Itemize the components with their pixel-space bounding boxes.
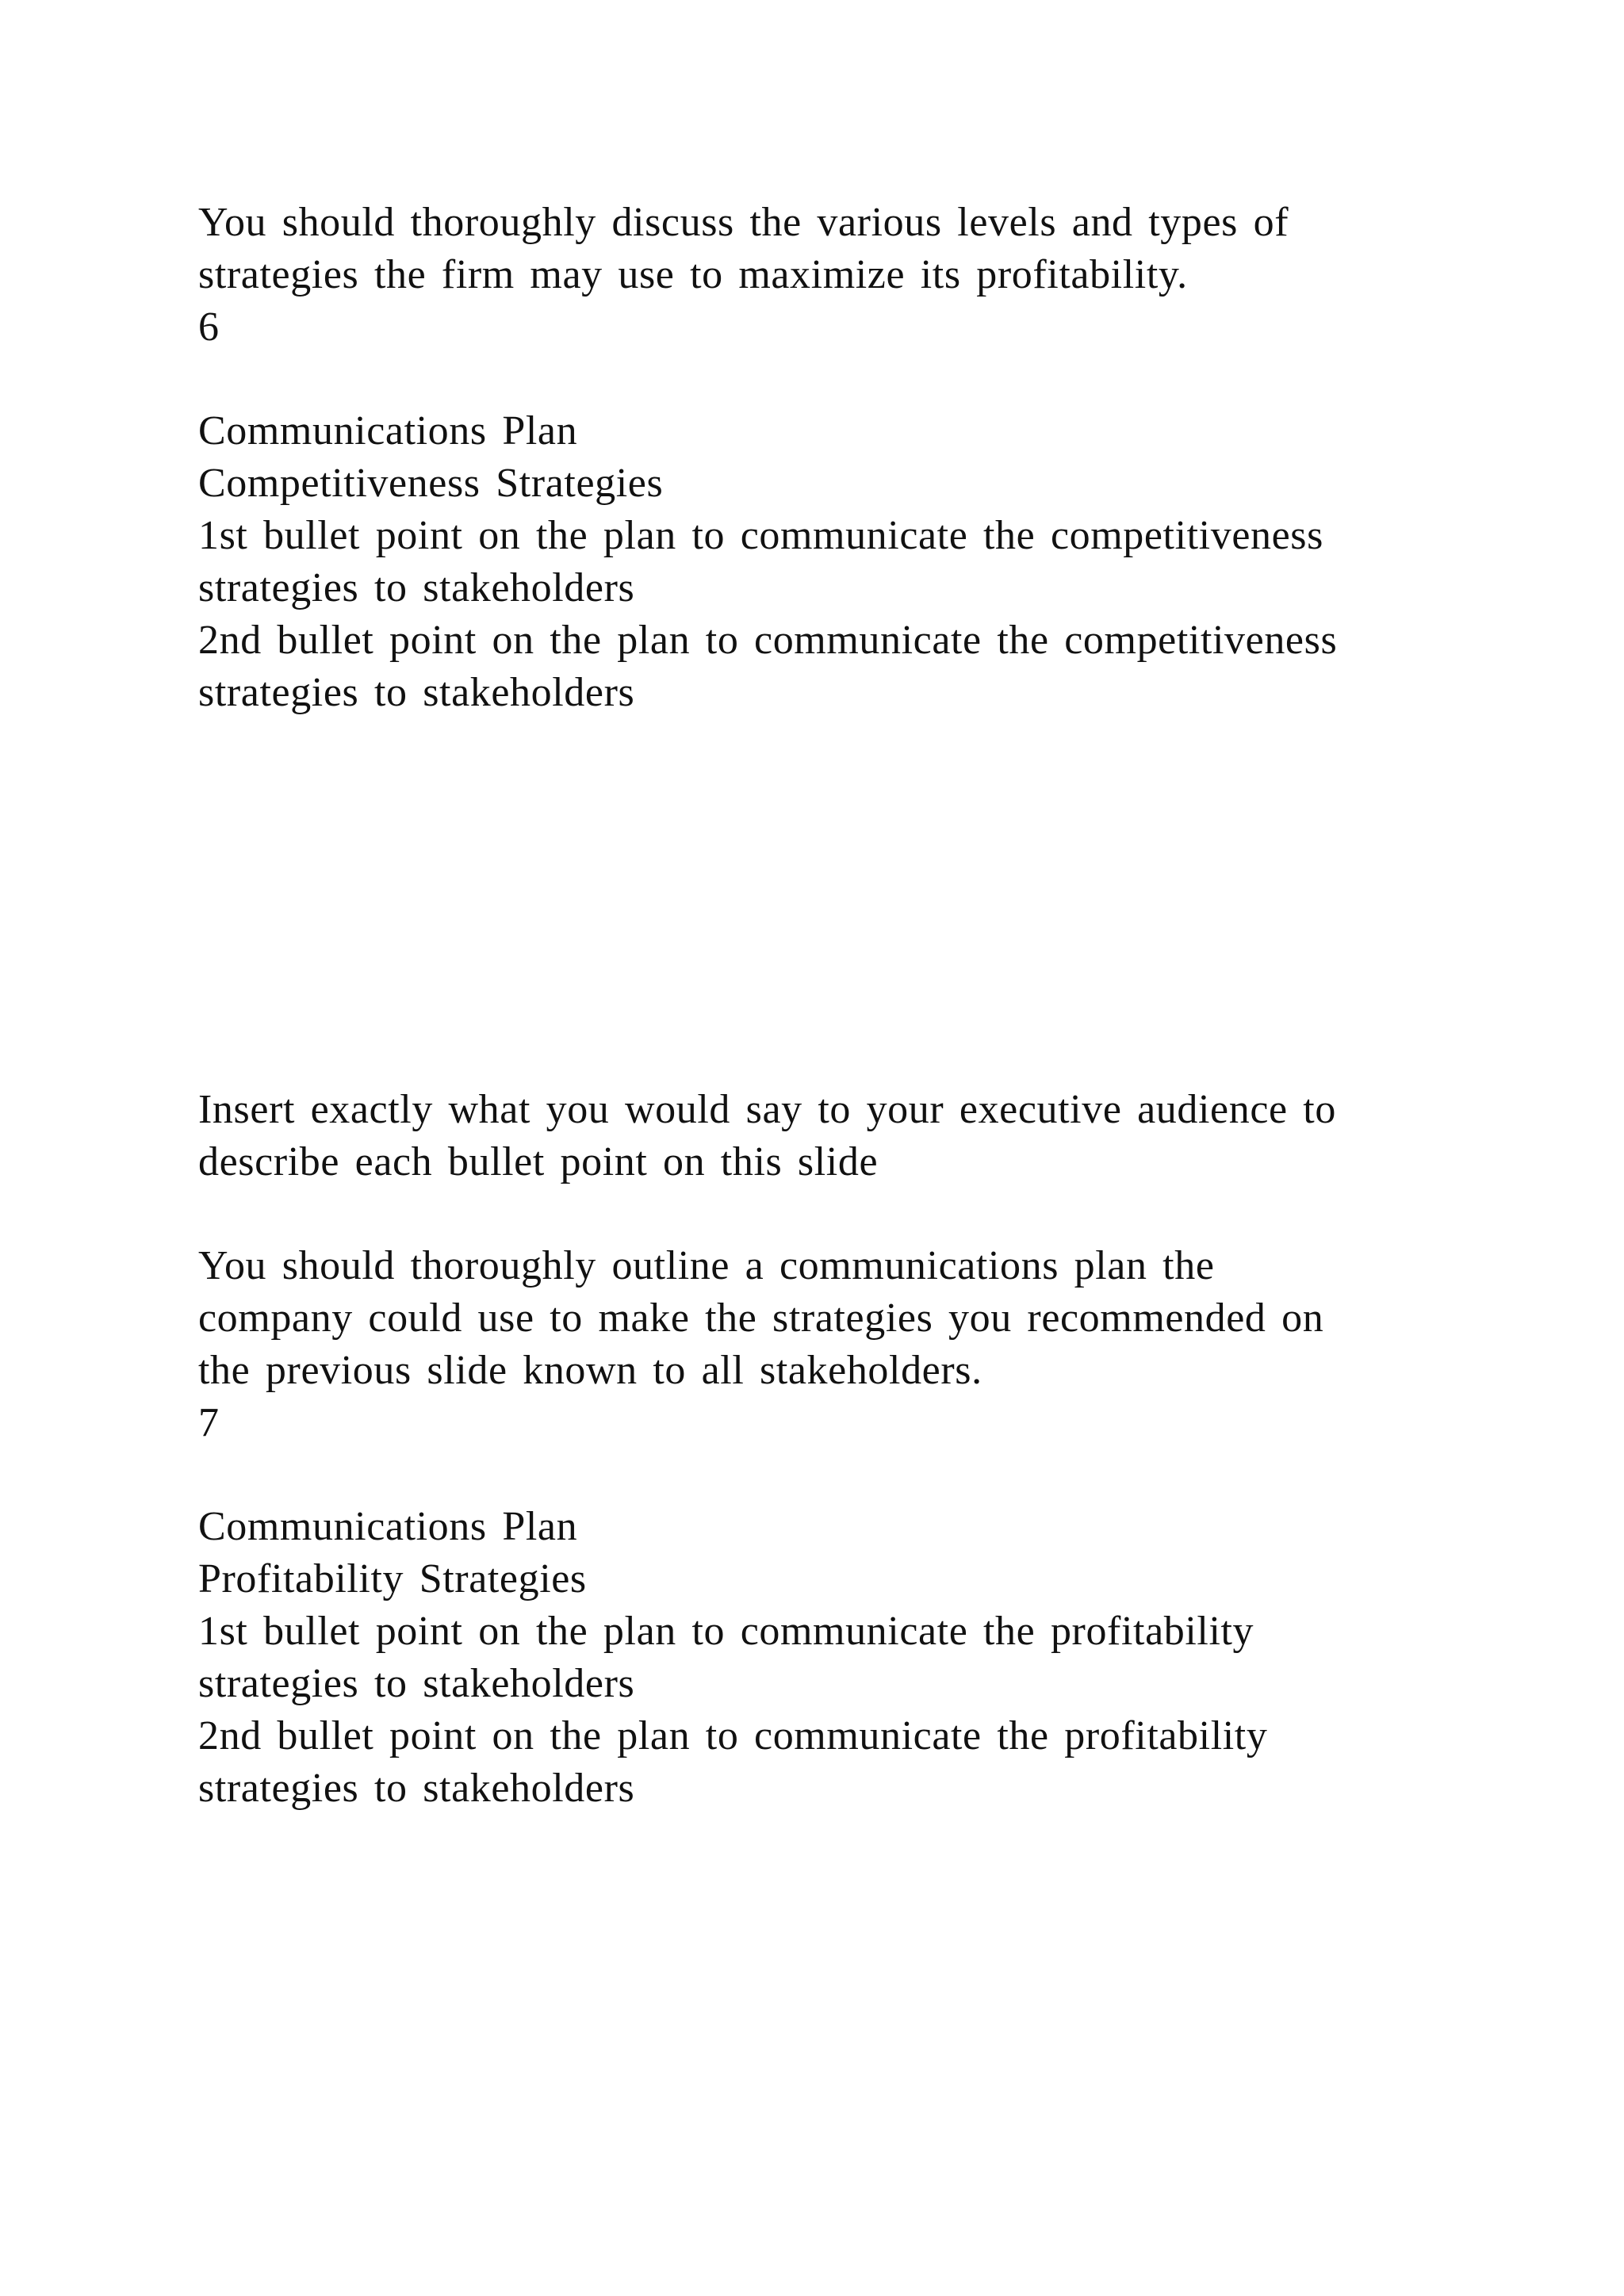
notes-text-line: company could use to make the strategies you recommended on [198,1295,1324,1341]
bullet-point-line: 1st bullet point on the plan to communicate the profitability [198,1609,1254,1654]
notes-text-line: You should thoroughly outline a communications plan the [198,1243,1215,1288]
instruction-text-line: Insert exactly what you would say to your executive audience to [198,1087,1336,1132]
slide-subtitle: Competitiveness Strategies [198,461,664,506]
notes-text-line: strategies the firm may use to maximize its profitability. [198,252,1188,297]
bullet-point-line: strategies to stakeholders [198,565,635,610]
slide-title: Communications Plan [198,408,578,453]
bullet-point-line: 1st bullet point on the plan to communicate the competitiveness [198,513,1323,558]
slide-title: Communications Plan [198,1504,578,1549]
notes-text-line: You should thoroughly discuss the various levels and types of [198,200,1289,245]
notes-text-line: the previous slide known to all stakeholders. [198,1348,982,1393]
bullet-point-line: 2nd bullet point on the plan to communicate the competitiveness [198,618,1338,663]
slide-number: 7 [198,1400,220,1445]
instruction-text-line: describe each bullet point on this slide [198,1139,879,1184]
slide-subtitle: Profitability Strategies [198,1556,587,1601]
slide-number: 6 [198,304,220,350]
bullet-point-line: 2nd bullet point on the plan to communicate the profitability [198,1713,1268,1758]
bullet-point-line: strategies to stakeholders [198,1661,635,1706]
bullet-point-line: strategies to stakeholders [198,670,635,715]
bullet-point-line: strategies to stakeholders [198,1766,635,1811]
